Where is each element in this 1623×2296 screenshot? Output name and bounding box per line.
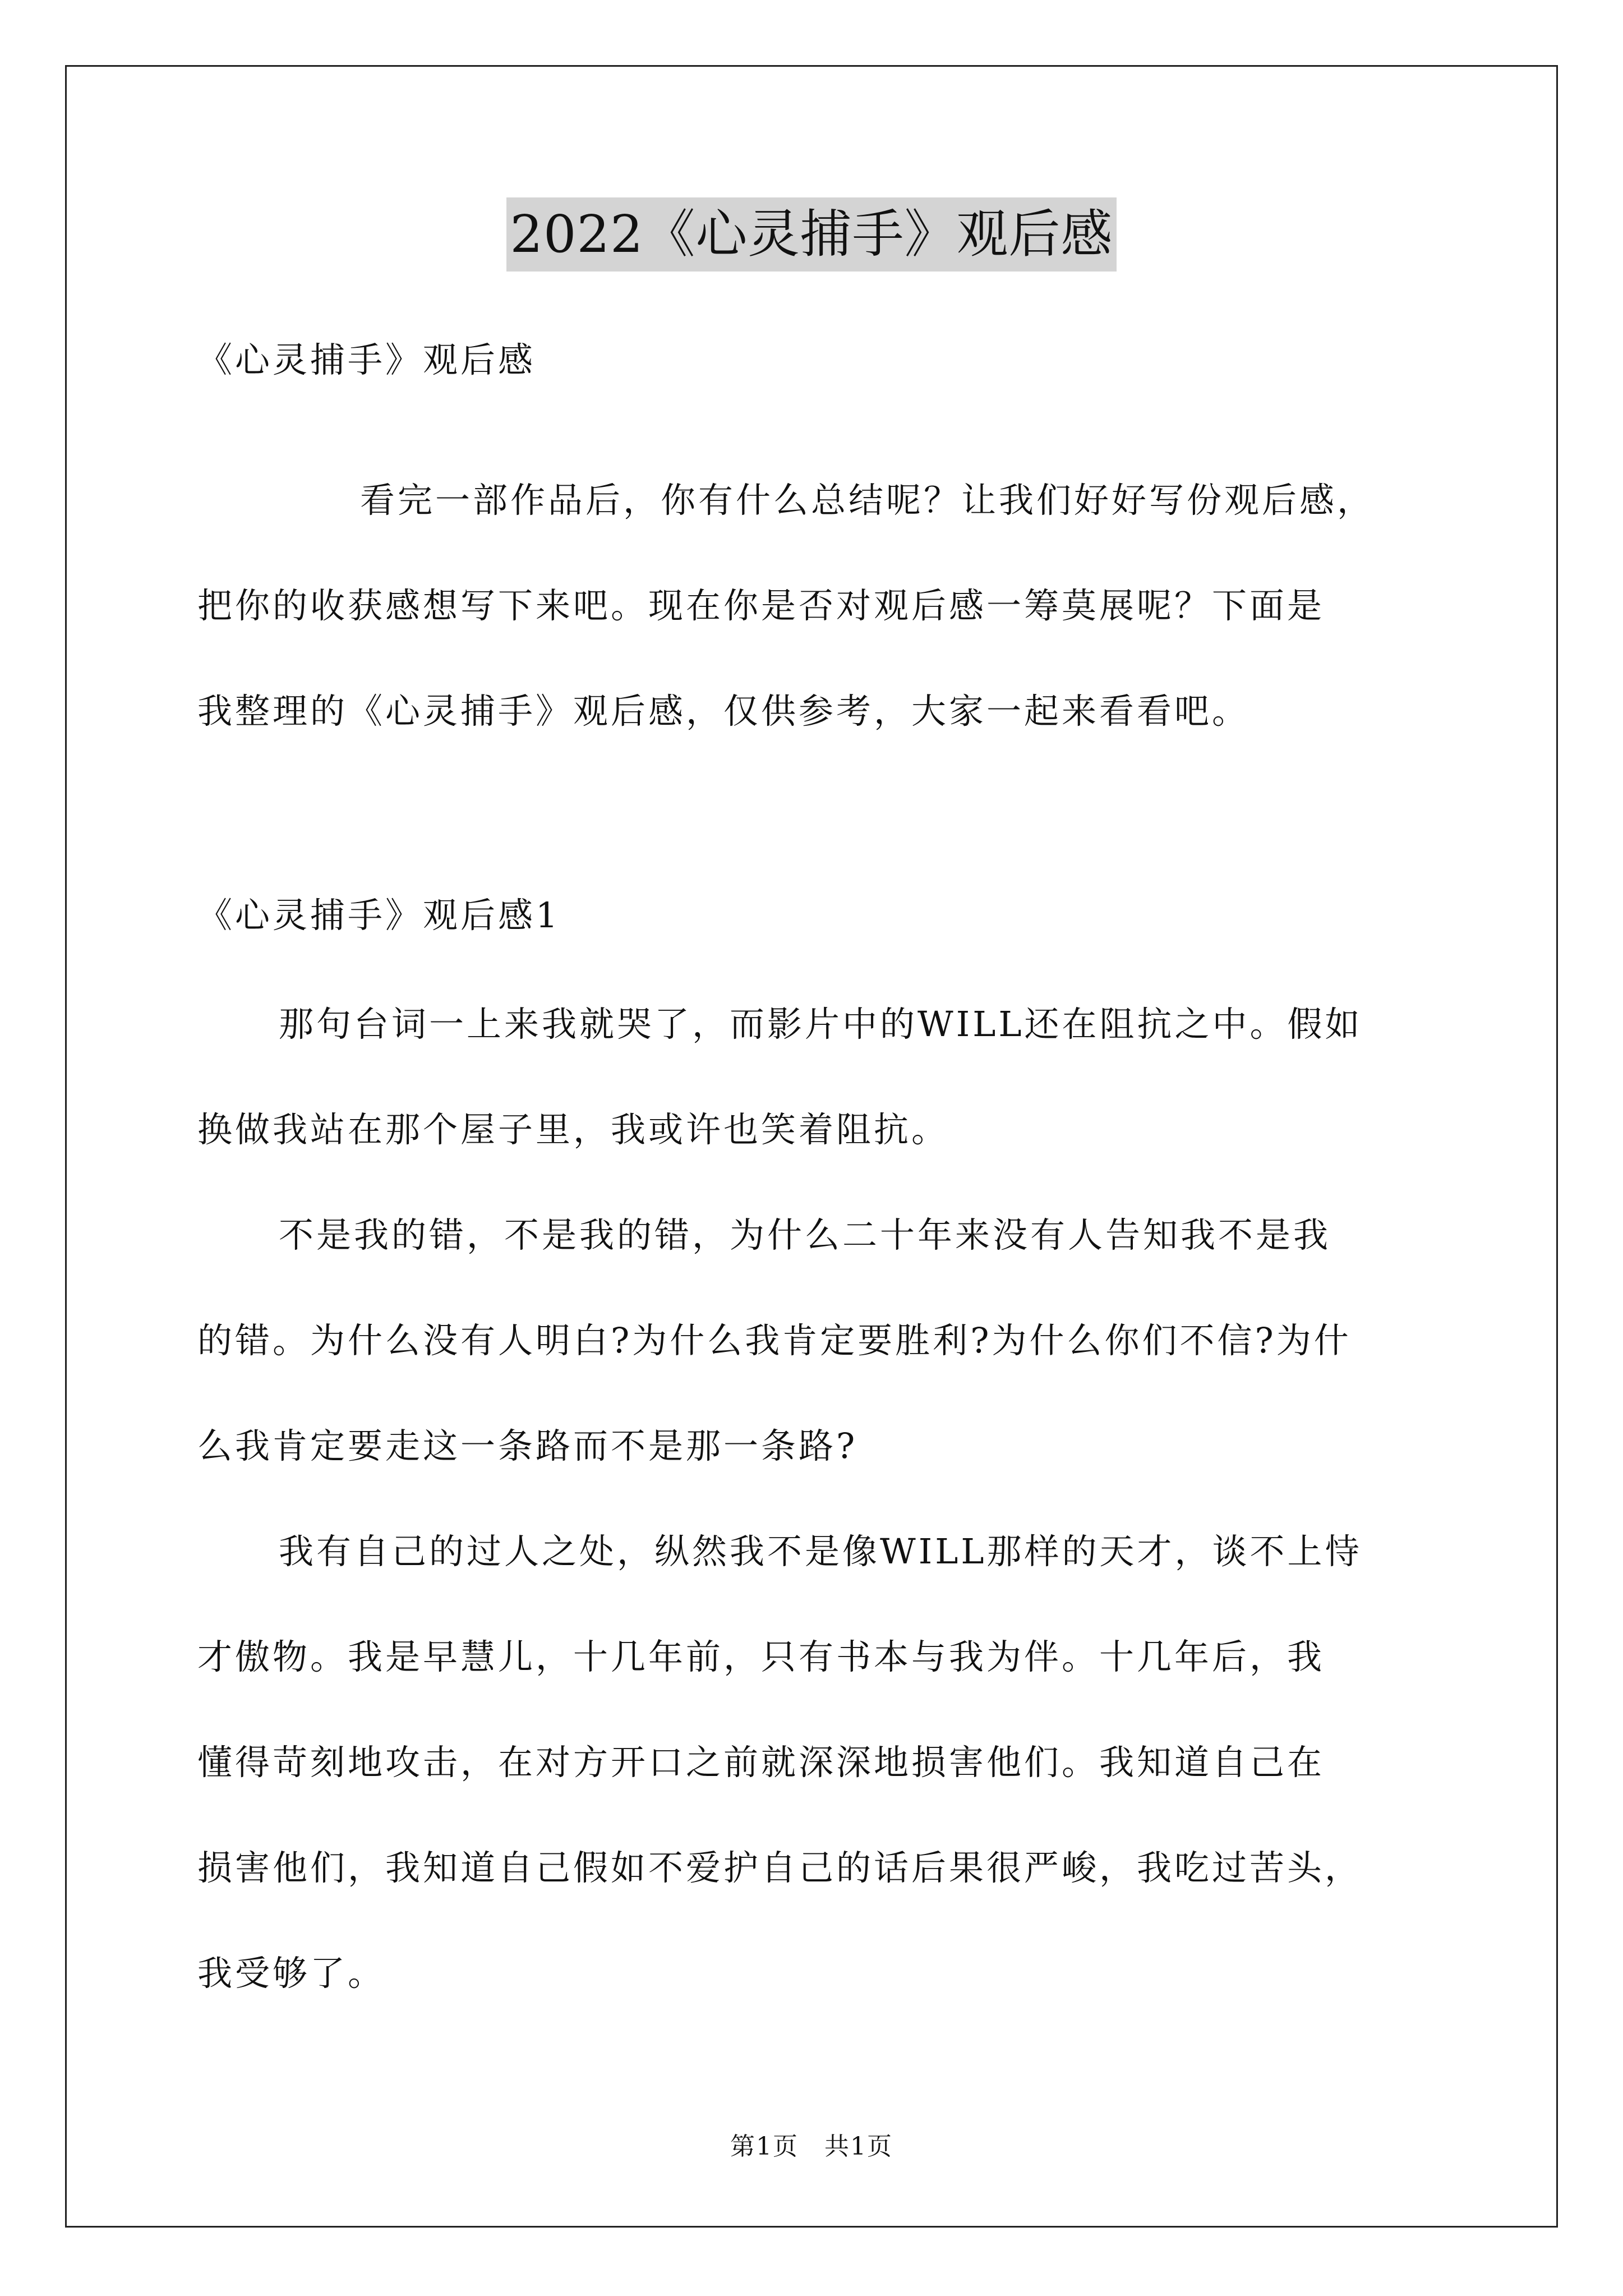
paragraph-line: 不是我的错，不是我的错，为什么二十年来没有人告知我不是我	[279, 1214, 1331, 1255]
intro-paragraph	[197, 448, 1431, 764]
paragraph-line: 么我肯定要走这一条路而不是那一条路?	[197, 1425, 858, 1466]
page-footer: 第1页 共1页	[730, 2132, 893, 2161]
paragraph-line: 才傲物。我是早慧儿，十几年前，只有书本与我为伴。十几年后，我	[197, 1636, 1325, 1677]
document-title: 2022《心灵捕手》观后感	[506, 197, 1116, 272]
section-body	[197, 972, 1431, 2026]
title-container	[0, 197, 1623, 272]
paragraph-line: 的错。为什么没有人明白?为什么我肯定要胜利?为什么你们不信?为什	[197, 1320, 1352, 1361]
paragraph-line: 懂得苛刻地攻击，在对方开口之前就深深地损害他们。我知道自己在	[197, 1742, 1325, 1783]
intro-line: 把你的收获感想写下来吧。现在你是否对观后感一筹莫展呢？下面是	[197, 585, 1325, 626]
document-subtitle: 《心灵捕手》观后感	[197, 339, 536, 380]
section-heading: 《心灵捕手》观后感1	[197, 895, 561, 936]
intro-line: 看完一部作品后，你有什么总结呢？让我们好好写份观后感，	[360, 480, 1375, 521]
paragraph-line: 那句台词一上来我就哭了，而影片中的WILL还在阻抗之中。假如	[279, 1004, 1363, 1045]
paragraph-line: 我有自己的过人之处，纵然我不是像WILL那样的天才，谈不上恃	[279, 1531, 1363, 1572]
intro-line: 我整理的《心灵捕手》观后感，仅供参考，大家一起来看看吧。	[197, 691, 1250, 731]
paragraph-line: 损害他们，我知道自己假如不爱护自己的话后果很严峻，我吃过苦头，	[197, 1847, 1363, 1888]
paragraph-line: 我受够了。	[197, 1953, 386, 1994]
paragraph-line: 换做我站在那个屋子里，我或许也笑着阻抗。	[197, 1109, 949, 1150]
